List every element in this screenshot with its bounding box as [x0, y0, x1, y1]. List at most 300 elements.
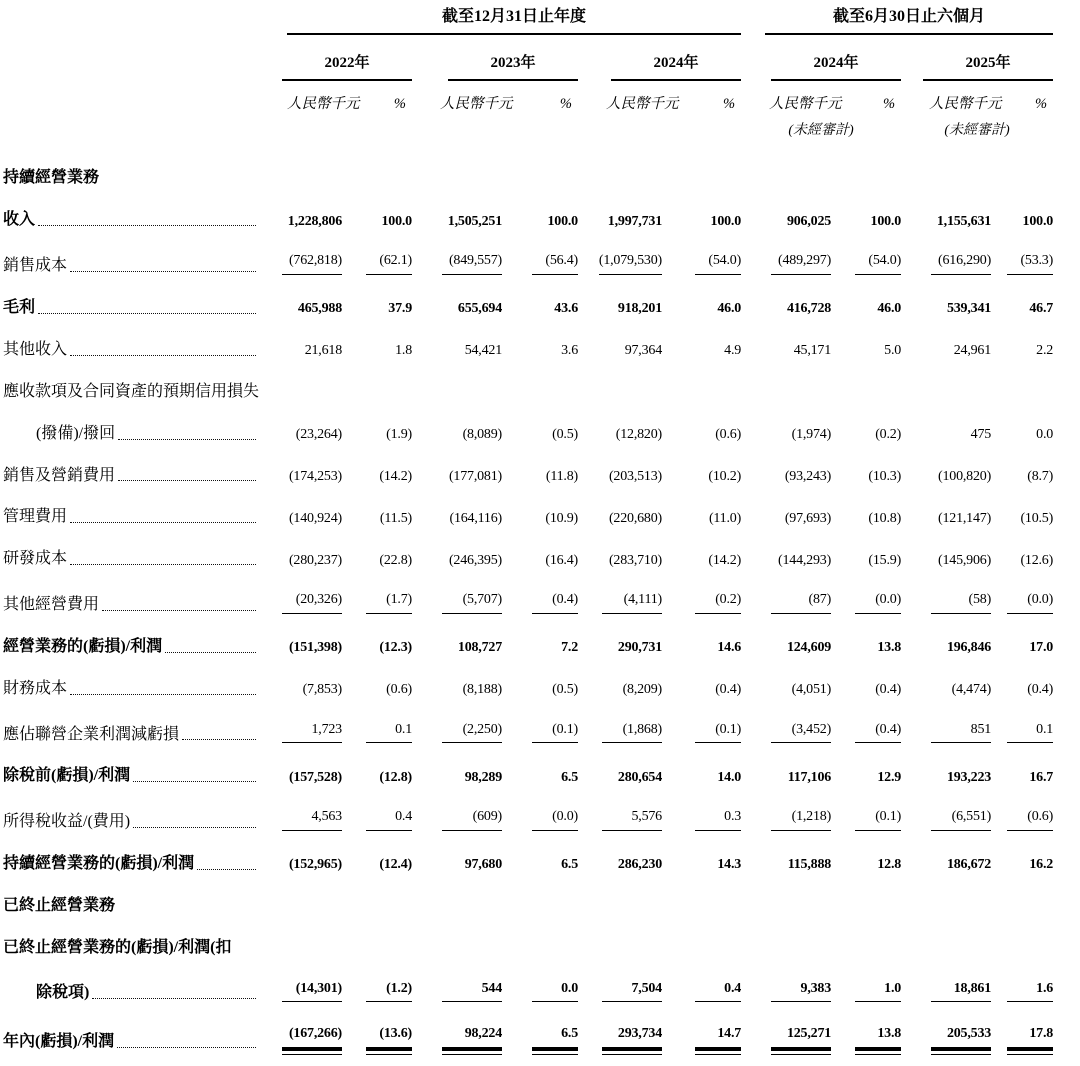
value: (53.3) [1007, 253, 1053, 275]
cell-percent [991, 275, 1053, 317]
value: (58) [931, 592, 991, 614]
cell-percent [342, 1002, 412, 1051]
value: 918,201 [617, 301, 662, 317]
cell-percent [662, 698, 741, 744]
row-loss-profit-for-the-year [0, 1002, 1053, 1051]
value: 98,224 [442, 1026, 502, 1051]
value: (174,253) [288, 468, 342, 484]
year-header-5 [901, 35, 1053, 82]
value: 24,961 [953, 343, 992, 359]
cell-amount [412, 957, 502, 1003]
value: (0.4) [855, 722, 901, 744]
cell-amount [578, 484, 662, 526]
value: (1.2) [366, 981, 412, 1003]
cell-percent [502, 698, 578, 744]
cell-percent [662, 443, 741, 485]
cell-percent [831, 614, 901, 656]
row-label-cell [0, 656, 270, 698]
value: (145,906) [938, 552, 992, 568]
leader-dots [92, 998, 256, 999]
value: 906,025 [786, 213, 832, 229]
value: 186,672 [946, 857, 992, 873]
value: (220,680) [608, 510, 662, 526]
percent-label: % [1034, 96, 1048, 113]
cell-percent [991, 785, 1053, 831]
cell-percent [502, 443, 578, 485]
cell-amount [412, 401, 502, 443]
cell-percent [662, 785, 741, 831]
cell-amount [270, 614, 342, 656]
leader-dots [70, 564, 256, 565]
cell-percent [502, 484, 578, 526]
value: 1,155,631 [936, 213, 992, 229]
row-label-cell [0, 698, 270, 744]
value: (7,853) [302, 682, 342, 698]
cell-percent [991, 698, 1053, 744]
value: 21,618 [304, 343, 342, 359]
cell-amount [412, 526, 502, 568]
cell-amount [741, 484, 831, 526]
cell-amount [412, 1002, 502, 1051]
row-label: 應收款項及合同資產的預期信用損失 [3, 382, 260, 400]
value: (20,326) [282, 592, 342, 614]
cell-percent [342, 317, 412, 359]
value: (157,528) [288, 769, 342, 785]
cell-percent [831, 317, 901, 359]
row-loss-profit-discontinued-operations-values [0, 957, 1053, 1003]
value: 851 [931, 722, 991, 744]
value: 193,223 [946, 769, 992, 785]
row-label-cell [0, 275, 270, 317]
period-title-interim: 截至6月30日止六個月 [833, 8, 986, 25]
cell-amount [412, 443, 502, 485]
value: (13.6) [366, 1026, 412, 1051]
currency-unit-label: 人民幣千元 [287, 96, 360, 113]
cell-percent [662, 614, 741, 656]
cell-amount [901, 698, 991, 744]
value: (0.6) [386, 682, 412, 698]
value: 97,364 [624, 343, 662, 359]
cell-amount [741, 656, 831, 698]
cell-percent [831, 1002, 901, 1051]
empty-cell [412, 113, 578, 138]
unaudited-label: (未經審計) [788, 123, 854, 139]
cell-percent [342, 957, 412, 1003]
value: 6.5 [532, 1026, 578, 1051]
value: (0.0) [855, 592, 901, 614]
cell-amount [741, 957, 831, 1003]
row-label: 年內(虧損)/利潤 [3, 1033, 115, 1051]
cell-amount [412, 831, 502, 873]
cell-percent [831, 831, 901, 873]
value: (12.6) [1020, 552, 1054, 568]
value: 17.8 [1007, 1026, 1053, 1051]
cell-amount [412, 568, 502, 614]
value: 13.8 [877, 640, 902, 656]
row-selling-marketing-expenses [0, 443, 1053, 485]
income-statement-table [0, 8, 1053, 1051]
cell-percent [662, 957, 741, 1003]
row-label: 除稅前(虧損)/利潤 [3, 767, 131, 785]
cell-amount [578, 317, 662, 359]
value: 4.9 [724, 343, 742, 359]
value: 0.3 [695, 809, 741, 831]
cell-percent [502, 317, 578, 359]
cell-percent [991, 484, 1053, 526]
value: (1,868) [602, 722, 662, 744]
cell-percent [502, 831, 578, 873]
cell-amount [741, 831, 831, 873]
cell-percent [502, 785, 578, 831]
value: (151,398) [288, 640, 342, 656]
cell-amount [741, 568, 831, 614]
cell-percent [502, 275, 578, 317]
value: (54.0) [695, 253, 741, 275]
cell-amount [741, 785, 831, 831]
row-label: 持續經營業務 [3, 169, 100, 187]
row-label-cell [0, 187, 270, 229]
value: 0.0 [1036, 426, 1054, 442]
value: (4,474) [951, 682, 992, 698]
cell-amount [901, 743, 991, 785]
value: (5,707) [442, 592, 502, 614]
row-label-cell [0, 915, 1053, 957]
value: 17.0 [1029, 640, 1054, 656]
interim-period-header [741, 8, 1053, 35]
cell-percent [662, 229, 741, 275]
cell-amount [412, 656, 502, 698]
row-label-cell [0, 443, 270, 485]
value: (62.1) [366, 253, 412, 275]
value: 205,533 [931, 1026, 991, 1051]
cell-amount [270, 785, 342, 831]
row-label-cell [0, 359, 1053, 401]
value: (1,079,530) [599, 253, 662, 275]
row-label: 除稅項) [36, 984, 90, 1002]
row-discontinued-operations-section [0, 873, 1053, 915]
value: 14.0 [717, 769, 742, 785]
cell-percent [831, 743, 901, 785]
value: 108,727 [457, 640, 502, 656]
value: 539,341 [946, 301, 992, 317]
row-loss-profit-discontinued-operations [0, 915, 1053, 957]
cell-amount [901, 614, 991, 656]
value: (12.4) [379, 857, 412, 873]
value: (489,297) [771, 253, 831, 275]
cell-percent [831, 443, 901, 485]
cell-amount [270, 229, 342, 275]
row-label: 應佔聯營企業利潤減虧損 [3, 725, 180, 743]
leader-dots [38, 225, 256, 226]
cell-amount [270, 656, 342, 698]
cell-percent [502, 401, 578, 443]
unit-header-row [0, 81, 1053, 113]
row-other-income [0, 317, 1053, 359]
year-header-2 [412, 35, 578, 82]
value: (54.0) [855, 253, 901, 275]
cell-percent [991, 831, 1053, 873]
value: 14.3 [717, 857, 742, 873]
cell-amount [741, 443, 831, 485]
value: 4,563 [282, 809, 342, 831]
row-cost-of-sales [0, 229, 1053, 275]
leader-dots [38, 313, 256, 314]
value: (87) [771, 592, 831, 614]
value: 286,230 [617, 857, 662, 873]
cell-percent [342, 831, 412, 873]
value: (283,710) [608, 552, 662, 568]
value: 7,504 [602, 981, 662, 1003]
cell-percent [831, 275, 901, 317]
cell-amount [578, 1002, 662, 1051]
value: (164,116) [449, 510, 502, 526]
row-label-cell [0, 743, 270, 785]
value: (0.2) [695, 592, 741, 614]
value: (167,266) [282, 1026, 342, 1051]
value: (0.4) [715, 682, 742, 698]
value: 100.0 [870, 213, 902, 229]
value: (23,264) [295, 426, 342, 442]
row-loss-profit-continuing-operations [0, 831, 1053, 873]
row-finance-costs [0, 656, 1053, 698]
value: 124,609 [786, 640, 832, 656]
cell-amount [270, 401, 342, 443]
cell-amount [270, 831, 342, 873]
value: 416,728 [786, 301, 832, 317]
cell-percent [831, 187, 901, 229]
row-label-cell [0, 831, 270, 873]
value: (10.3) [868, 468, 902, 484]
unit-header-1 [270, 81, 412, 113]
value: (0.6) [715, 426, 742, 442]
unit-header-2 [412, 81, 578, 113]
value: 117,106 [787, 769, 832, 785]
cell-amount [270, 317, 342, 359]
row-administrative-expenses [0, 484, 1053, 526]
cell-amount [412, 187, 502, 229]
cell-amount [270, 957, 342, 1003]
cell-amount [901, 1002, 991, 1051]
value: 1.8 [395, 343, 412, 359]
cell-amount [270, 275, 342, 317]
value: 18,861 [931, 981, 991, 1003]
cell-percent [831, 401, 901, 443]
value: (93,243) [784, 468, 832, 484]
row-rd-costs [0, 526, 1053, 568]
leader-dots [165, 652, 256, 653]
year-label: 2024年 [813, 54, 859, 71]
value: 1,997,731 [607, 213, 662, 229]
value: (0.1) [855, 809, 901, 831]
cell-amount [741, 275, 831, 317]
value: 0.4 [695, 981, 741, 1003]
value: (1,974) [791, 426, 832, 442]
cell-percent [502, 957, 578, 1003]
cell-amount [741, 1002, 831, 1051]
value: 7.2 [561, 640, 578, 656]
spacer-cell [0, 81, 270, 113]
value: (144,293) [778, 552, 832, 568]
cell-amount [578, 656, 662, 698]
cell-percent [342, 443, 412, 485]
value: 0.1 [366, 722, 412, 744]
cell-amount [270, 568, 342, 614]
row-label: 毛利 [3, 298, 36, 316]
row-ecl-provision-reversal-values [0, 401, 1053, 443]
value: (11.8) [545, 468, 578, 484]
cell-percent [662, 484, 741, 526]
cell-amount [901, 656, 991, 698]
value: 46.7 [1029, 301, 1054, 317]
value: 544 [442, 981, 502, 1003]
cell-amount [270, 698, 342, 744]
row-label: 研發成本 [3, 550, 68, 568]
leader-dots [118, 439, 256, 440]
cell-percent [342, 743, 412, 785]
cell-amount [578, 614, 662, 656]
value: (0.1) [695, 722, 741, 744]
value: 1.6 [1007, 981, 1053, 1003]
value: (4,051) [791, 682, 832, 698]
value: (16.4) [545, 552, 578, 568]
row-label: 其他收入 [3, 340, 68, 358]
value: (4,111) [602, 592, 662, 614]
row-label-cell [0, 138, 1053, 187]
value: 6.5 [561, 769, 578, 785]
row-continuing-operations-section [0, 138, 1053, 187]
value: 3.6 [561, 343, 578, 359]
cell-percent [991, 614, 1053, 656]
cell-percent [662, 568, 741, 614]
year-header-row [0, 35, 1053, 82]
cell-amount [901, 275, 991, 317]
cell-amount [412, 614, 502, 656]
leader-dots [182, 739, 256, 740]
value: (97,693) [784, 510, 832, 526]
cell-amount [741, 229, 831, 275]
value: 100.0 [381, 213, 412, 229]
leader-dots [70, 522, 256, 523]
value: 16.7 [1029, 769, 1054, 785]
value: 16.2 [1029, 857, 1054, 873]
value: 100.0 [710, 213, 742, 229]
value: (8,089) [462, 426, 502, 442]
leader-dots [70, 694, 256, 695]
cell-amount [270, 526, 342, 568]
cell-amount [412, 229, 502, 275]
cell-amount [901, 484, 991, 526]
cell-percent [502, 187, 578, 229]
cell-percent [991, 443, 1053, 485]
cell-amount [578, 831, 662, 873]
value: (0.5) [552, 682, 578, 698]
unit-header-5 [901, 81, 1053, 113]
cell-amount [578, 275, 662, 317]
value: 6.5 [561, 857, 578, 873]
cell-amount [901, 401, 991, 443]
value: 37.9 [388, 301, 412, 317]
value: 43.6 [554, 301, 578, 317]
cell-percent [662, 743, 741, 785]
empty-cell [578, 113, 741, 138]
value: (14.2) [379, 468, 412, 484]
value: (0.2) [875, 426, 902, 442]
row-label: 銷售成本 [3, 257, 68, 274]
cell-amount [741, 317, 831, 359]
value: (11.0) [708, 510, 742, 526]
year-header-1 [270, 35, 412, 82]
value: 1,723 [282, 722, 342, 744]
row-label: (撥備)/撥回 [36, 424, 116, 442]
cell-amount [901, 317, 991, 359]
cell-amount [578, 785, 662, 831]
value: (0.4) [1027, 682, 1054, 698]
year-label: 2024年 [653, 54, 699, 71]
row-label-cell [0, 873, 1053, 915]
row-label-cell [0, 1002, 270, 1051]
row-label-cell [0, 957, 270, 1003]
row-label-cell [0, 484, 270, 526]
cell-percent [991, 229, 1053, 275]
year-header-3 [578, 35, 741, 82]
cell-percent [831, 229, 901, 275]
value: (14.2) [708, 552, 742, 568]
cell-amount [901, 443, 991, 485]
spacer-cell [0, 113, 270, 138]
unaudited-label: (未經審計) [944, 123, 1010, 139]
year-label: 2023年 [490, 54, 536, 71]
cell-amount [270, 1002, 342, 1051]
row-label: 其他經營費用 [3, 596, 100, 614]
cell-amount [412, 785, 502, 831]
value: (177,081) [448, 468, 502, 484]
cell-percent [342, 656, 412, 698]
value: 46.0 [717, 301, 742, 317]
cell-percent [342, 275, 412, 317]
cell-percent [342, 568, 412, 614]
cell-percent [831, 526, 901, 568]
value: (0.0) [1007, 592, 1053, 614]
value: (280,237) [288, 552, 342, 568]
value: 100.0 [547, 213, 578, 229]
row-label-cell [0, 785, 270, 831]
cell-amount [270, 443, 342, 485]
row-label: 管理費用 [3, 508, 68, 526]
value: (762,818) [282, 253, 342, 275]
value: (100,820) [938, 468, 992, 484]
cell-amount [901, 831, 991, 873]
spacer-cell [0, 35, 270, 82]
cell-percent [662, 526, 741, 568]
row-label-cell [0, 614, 270, 656]
annual-period-header [270, 8, 741, 35]
cell-percent [991, 317, 1053, 359]
cell-amount [741, 743, 831, 785]
value: (849,557) [442, 253, 502, 275]
leader-dots [117, 1047, 256, 1048]
cell-amount [412, 698, 502, 744]
cell-percent [831, 785, 901, 831]
cell-amount [741, 526, 831, 568]
cell-percent [831, 957, 901, 1003]
cell-percent [502, 1002, 578, 1051]
cell-percent [342, 785, 412, 831]
cell-amount [412, 317, 502, 359]
period-header-row [0, 8, 1053, 35]
cell-percent [662, 317, 741, 359]
unit-header-4 [741, 81, 901, 113]
cell-percent [662, 831, 741, 873]
